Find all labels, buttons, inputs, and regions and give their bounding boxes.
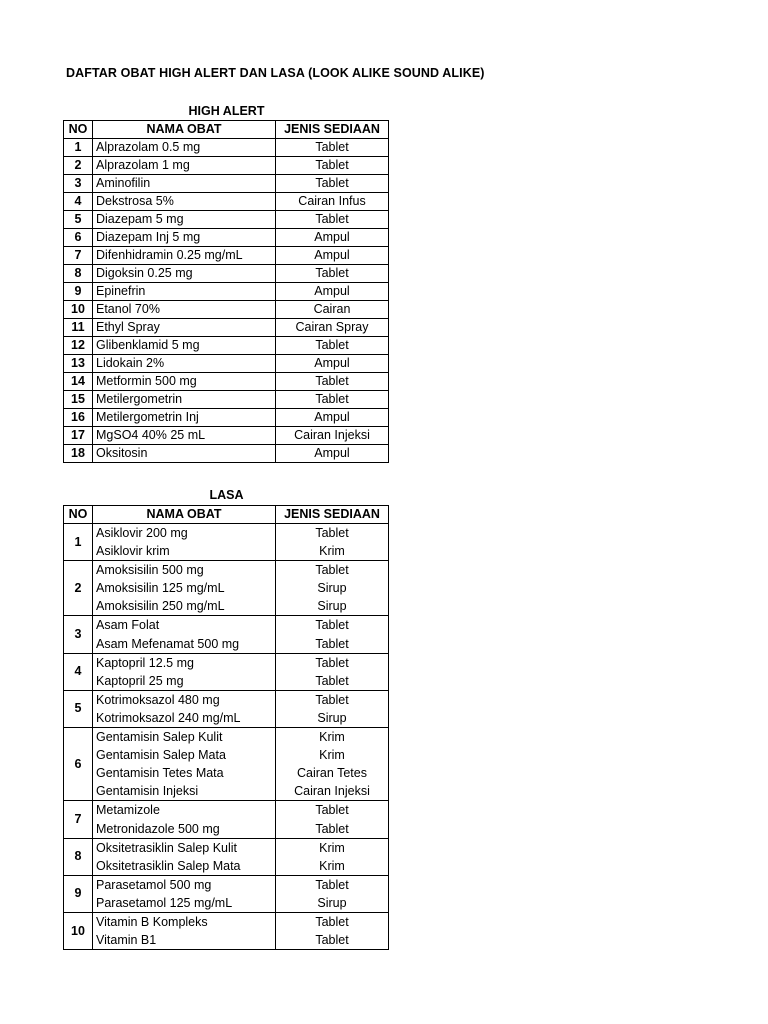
row-number: 18 xyxy=(64,445,93,463)
table-row xyxy=(64,409,389,427)
group-number: 6 xyxy=(64,728,93,801)
dosage-form: Tablet xyxy=(276,337,389,355)
drug-name: Kaptopril 12.5 mg xyxy=(96,655,194,670)
table-row xyxy=(64,690,389,727)
drug-name: Kotrimoksazol 240 mg/mL xyxy=(96,710,241,725)
drug-name: Parasetamol 125 mg/mL xyxy=(96,895,233,910)
dosage-form: Ampul xyxy=(276,229,389,247)
drug-name: Gentamisin Salep Mata xyxy=(96,748,226,763)
table-row xyxy=(64,391,389,409)
drug-name: Alprazolam 1 mg xyxy=(93,157,276,175)
dosage-form: Tablet xyxy=(315,673,349,688)
drug-name: Digoksin 0.25 mg xyxy=(93,265,276,283)
drug-name: Asiklovir krim xyxy=(96,544,170,559)
row-number: 10 xyxy=(64,301,93,319)
dosage-form: Tablet xyxy=(276,211,389,229)
table-row xyxy=(64,139,389,157)
drug-name: Asam Mefenamat 500 mg xyxy=(96,636,240,651)
drug-name-group xyxy=(93,561,276,616)
drug-name-group xyxy=(93,728,276,801)
group-number: 8 xyxy=(64,838,93,875)
drug-name: Metilergometrin xyxy=(93,391,276,409)
dosage-form: Tablet xyxy=(276,391,389,409)
lasa-table xyxy=(63,505,389,950)
column-header-no: NO xyxy=(64,506,93,524)
dosage-form: Krim xyxy=(319,858,345,873)
table-row xyxy=(64,301,389,319)
drug-name: Etanol 70% xyxy=(93,301,276,319)
row-number: 9 xyxy=(64,283,93,301)
table-row xyxy=(64,561,389,616)
table-row xyxy=(64,801,389,838)
dosage-form-group xyxy=(276,524,389,561)
dosage-form: Tablet xyxy=(315,877,349,892)
table-row xyxy=(64,229,389,247)
table-row xyxy=(64,355,389,373)
table-row xyxy=(64,728,389,801)
drug-name: Metamizole xyxy=(96,803,160,818)
column-header-name: NAMA OBAT xyxy=(93,121,276,139)
dosage-form: Krim xyxy=(319,840,345,855)
drug-name: Oksitosin xyxy=(93,445,276,463)
drug-name: Ethyl Spray xyxy=(93,319,276,337)
table-row xyxy=(64,283,389,301)
drug-name: Gentamisin Tetes Mata xyxy=(96,766,224,781)
dosage-form-group xyxy=(276,616,389,653)
drug-name-group xyxy=(93,690,276,727)
row-number: 12 xyxy=(64,337,93,355)
column-header-type: JENIS SEDIAAN xyxy=(276,121,389,139)
dosage-form-group xyxy=(276,875,389,912)
drug-name-group xyxy=(93,653,276,690)
dosage-form: Ampul xyxy=(276,355,389,373)
drug-name: Aminofilin xyxy=(93,175,276,193)
dosage-form-group xyxy=(276,801,389,838)
table-row xyxy=(64,524,389,561)
drug-name: Amoksisilin 250 mg/mL xyxy=(96,599,225,614)
group-number: 2 xyxy=(64,561,93,616)
row-number: 6 xyxy=(64,229,93,247)
dosage-form: Tablet xyxy=(315,933,349,948)
drug-name: Metformin 500 mg xyxy=(93,373,276,391)
dosage-form: Tablet xyxy=(276,157,389,175)
group-number: 10 xyxy=(64,912,93,949)
table-row xyxy=(64,193,389,211)
drug-name: Epinefrin xyxy=(93,283,276,301)
column-header-type: JENIS SEDIAAN xyxy=(276,506,389,524)
table-row xyxy=(64,445,389,463)
row-number: 13 xyxy=(64,355,93,373)
drug-name: MgSO4 40% 25 mL xyxy=(93,427,276,445)
dosage-form: Tablet xyxy=(315,618,349,633)
drug-name-group xyxy=(93,616,276,653)
dosage-form: Tablet xyxy=(276,265,389,283)
dosage-form: Tablet xyxy=(276,139,389,157)
drug-name: Oksitetrasiklin Salep Kulit xyxy=(96,840,238,855)
table-row xyxy=(64,875,389,912)
dosage-form: Tablet xyxy=(315,803,349,818)
row-number: 3 xyxy=(64,175,93,193)
drug-name: Amoksisilin 500 mg xyxy=(96,563,204,578)
high-alert-table xyxy=(63,120,389,463)
column-header-name: NAMA OBAT xyxy=(93,506,276,524)
group-number: 9 xyxy=(64,875,93,912)
dosage-form: Cairan Tetes xyxy=(297,766,367,781)
drug-name: Metronidazole 500 mg xyxy=(96,821,220,836)
row-number: 14 xyxy=(64,373,93,391)
row-number: 11 xyxy=(64,319,93,337)
drug-name: Parasetamol 500 mg xyxy=(96,877,212,892)
dosage-form: Sirup xyxy=(317,581,347,596)
drug-name: Dekstrosa 5% xyxy=(93,193,276,211)
drug-name: Vitamin B1 xyxy=(96,933,157,948)
row-number: 15 xyxy=(64,391,93,409)
row-number: 7 xyxy=(64,247,93,265)
drug-name: Alprazolam 0.5 mg xyxy=(93,139,276,157)
drug-name: Oksitetrasiklin Salep Mata xyxy=(96,858,241,873)
drug-name: Diazepam Inj 5 mg xyxy=(93,229,276,247)
row-number: 1 xyxy=(64,139,93,157)
drug-name: Asam Folat xyxy=(96,618,160,633)
dosage-form-group xyxy=(276,653,389,690)
table-row xyxy=(64,373,389,391)
dosage-form: Tablet xyxy=(315,914,349,929)
dosage-form: Tablet xyxy=(315,655,349,670)
row-number: 2 xyxy=(64,157,93,175)
table-row xyxy=(64,337,389,355)
table-row xyxy=(64,247,389,265)
table-row xyxy=(64,653,389,690)
high-alert-heading: HIGH ALERT xyxy=(188,104,265,118)
dosage-form: Tablet xyxy=(315,563,349,578)
dosage-form: Krim xyxy=(319,748,345,763)
dosage-form: Tablet xyxy=(315,692,349,707)
row-number: 8 xyxy=(64,265,93,283)
drug-name: Asiklovir 200 mg xyxy=(96,526,188,540)
drug-name-group xyxy=(93,875,276,912)
dosage-form: Tablet xyxy=(315,526,349,540)
drug-name: Metilergometrin Inj xyxy=(93,409,276,427)
dosage-form: Sirup xyxy=(317,710,347,725)
dosage-form-group xyxy=(276,838,389,875)
dosage-form-group xyxy=(276,728,389,801)
dosage-form: Ampul xyxy=(276,409,389,427)
dosage-form: Cairan Infus xyxy=(276,193,389,211)
dosage-form: Krim xyxy=(319,544,345,559)
drug-name: Amoksisilin 125 mg/mL xyxy=(96,581,225,596)
drug-name-group xyxy=(93,801,276,838)
dosage-form: Tablet xyxy=(315,636,349,651)
dosage-form: Ampul xyxy=(276,247,389,265)
row-number: 5 xyxy=(64,211,93,229)
dosage-form: Cairan Injeksi xyxy=(294,784,370,799)
table-header-row xyxy=(64,121,389,139)
dosage-form: Cairan xyxy=(276,301,389,319)
group-number: 1 xyxy=(64,524,93,561)
drug-name-group xyxy=(93,838,276,875)
drug-name-group xyxy=(93,912,276,949)
drug-name: Kotrimoksazol 480 mg xyxy=(96,692,220,707)
table-row xyxy=(64,265,389,283)
lasa-heading: LASA xyxy=(209,488,244,502)
dosage-form: Cairan Spray xyxy=(276,319,389,337)
group-number: 4 xyxy=(64,653,93,690)
dosage-form: Tablet xyxy=(315,821,349,836)
drug-name-group xyxy=(93,524,276,561)
group-number: 7 xyxy=(64,801,93,838)
row-number: 16 xyxy=(64,409,93,427)
drug-name: Vitamin B Kompleks xyxy=(96,914,208,929)
table-row xyxy=(64,157,389,175)
drug-name: Gentamisin Salep Kulit xyxy=(96,730,223,745)
table-row xyxy=(64,616,389,653)
dosage-form: Krim xyxy=(319,730,345,745)
dosage-form: Sirup xyxy=(317,895,347,910)
group-number: 5 xyxy=(64,690,93,727)
table-row xyxy=(64,319,389,337)
drug-name: Difenhidramin 0.25 mg/mL xyxy=(93,247,276,265)
drug-name: Gentamisin Injeksi xyxy=(96,784,199,799)
table-row xyxy=(64,175,389,193)
drug-name: Kaptopril 25 mg xyxy=(96,673,184,688)
dosage-form: Sirup xyxy=(317,599,347,614)
drug-name: Glibenklamid 5 mg xyxy=(93,337,276,355)
dosage-form-group xyxy=(276,912,389,949)
row-number: 17 xyxy=(64,427,93,445)
dosage-form: Ampul xyxy=(276,283,389,301)
row-number: 4 xyxy=(64,193,93,211)
dosage-form: Tablet xyxy=(276,175,389,193)
dosage-form: Cairan Injeksi xyxy=(276,427,389,445)
table-row xyxy=(64,211,389,229)
column-header-no: NO xyxy=(64,121,93,139)
table-row xyxy=(64,427,389,445)
dosage-form: Tablet xyxy=(276,373,389,391)
drug-name: Lidokain 2% xyxy=(93,355,276,373)
dosage-form-group xyxy=(276,690,389,727)
drug-name: Diazepam 5 mg xyxy=(93,211,276,229)
table-row xyxy=(64,912,389,949)
table-row xyxy=(64,838,389,875)
group-number: 3 xyxy=(64,616,93,653)
document-title: DAFTAR OBAT HIGH ALERT DAN LASA (LOOK ALIKE SOUND ALIKE) xyxy=(66,66,485,80)
table-header-row xyxy=(64,506,389,524)
dosage-form: Ampul xyxy=(276,445,389,463)
dosage-form-group xyxy=(276,561,389,616)
